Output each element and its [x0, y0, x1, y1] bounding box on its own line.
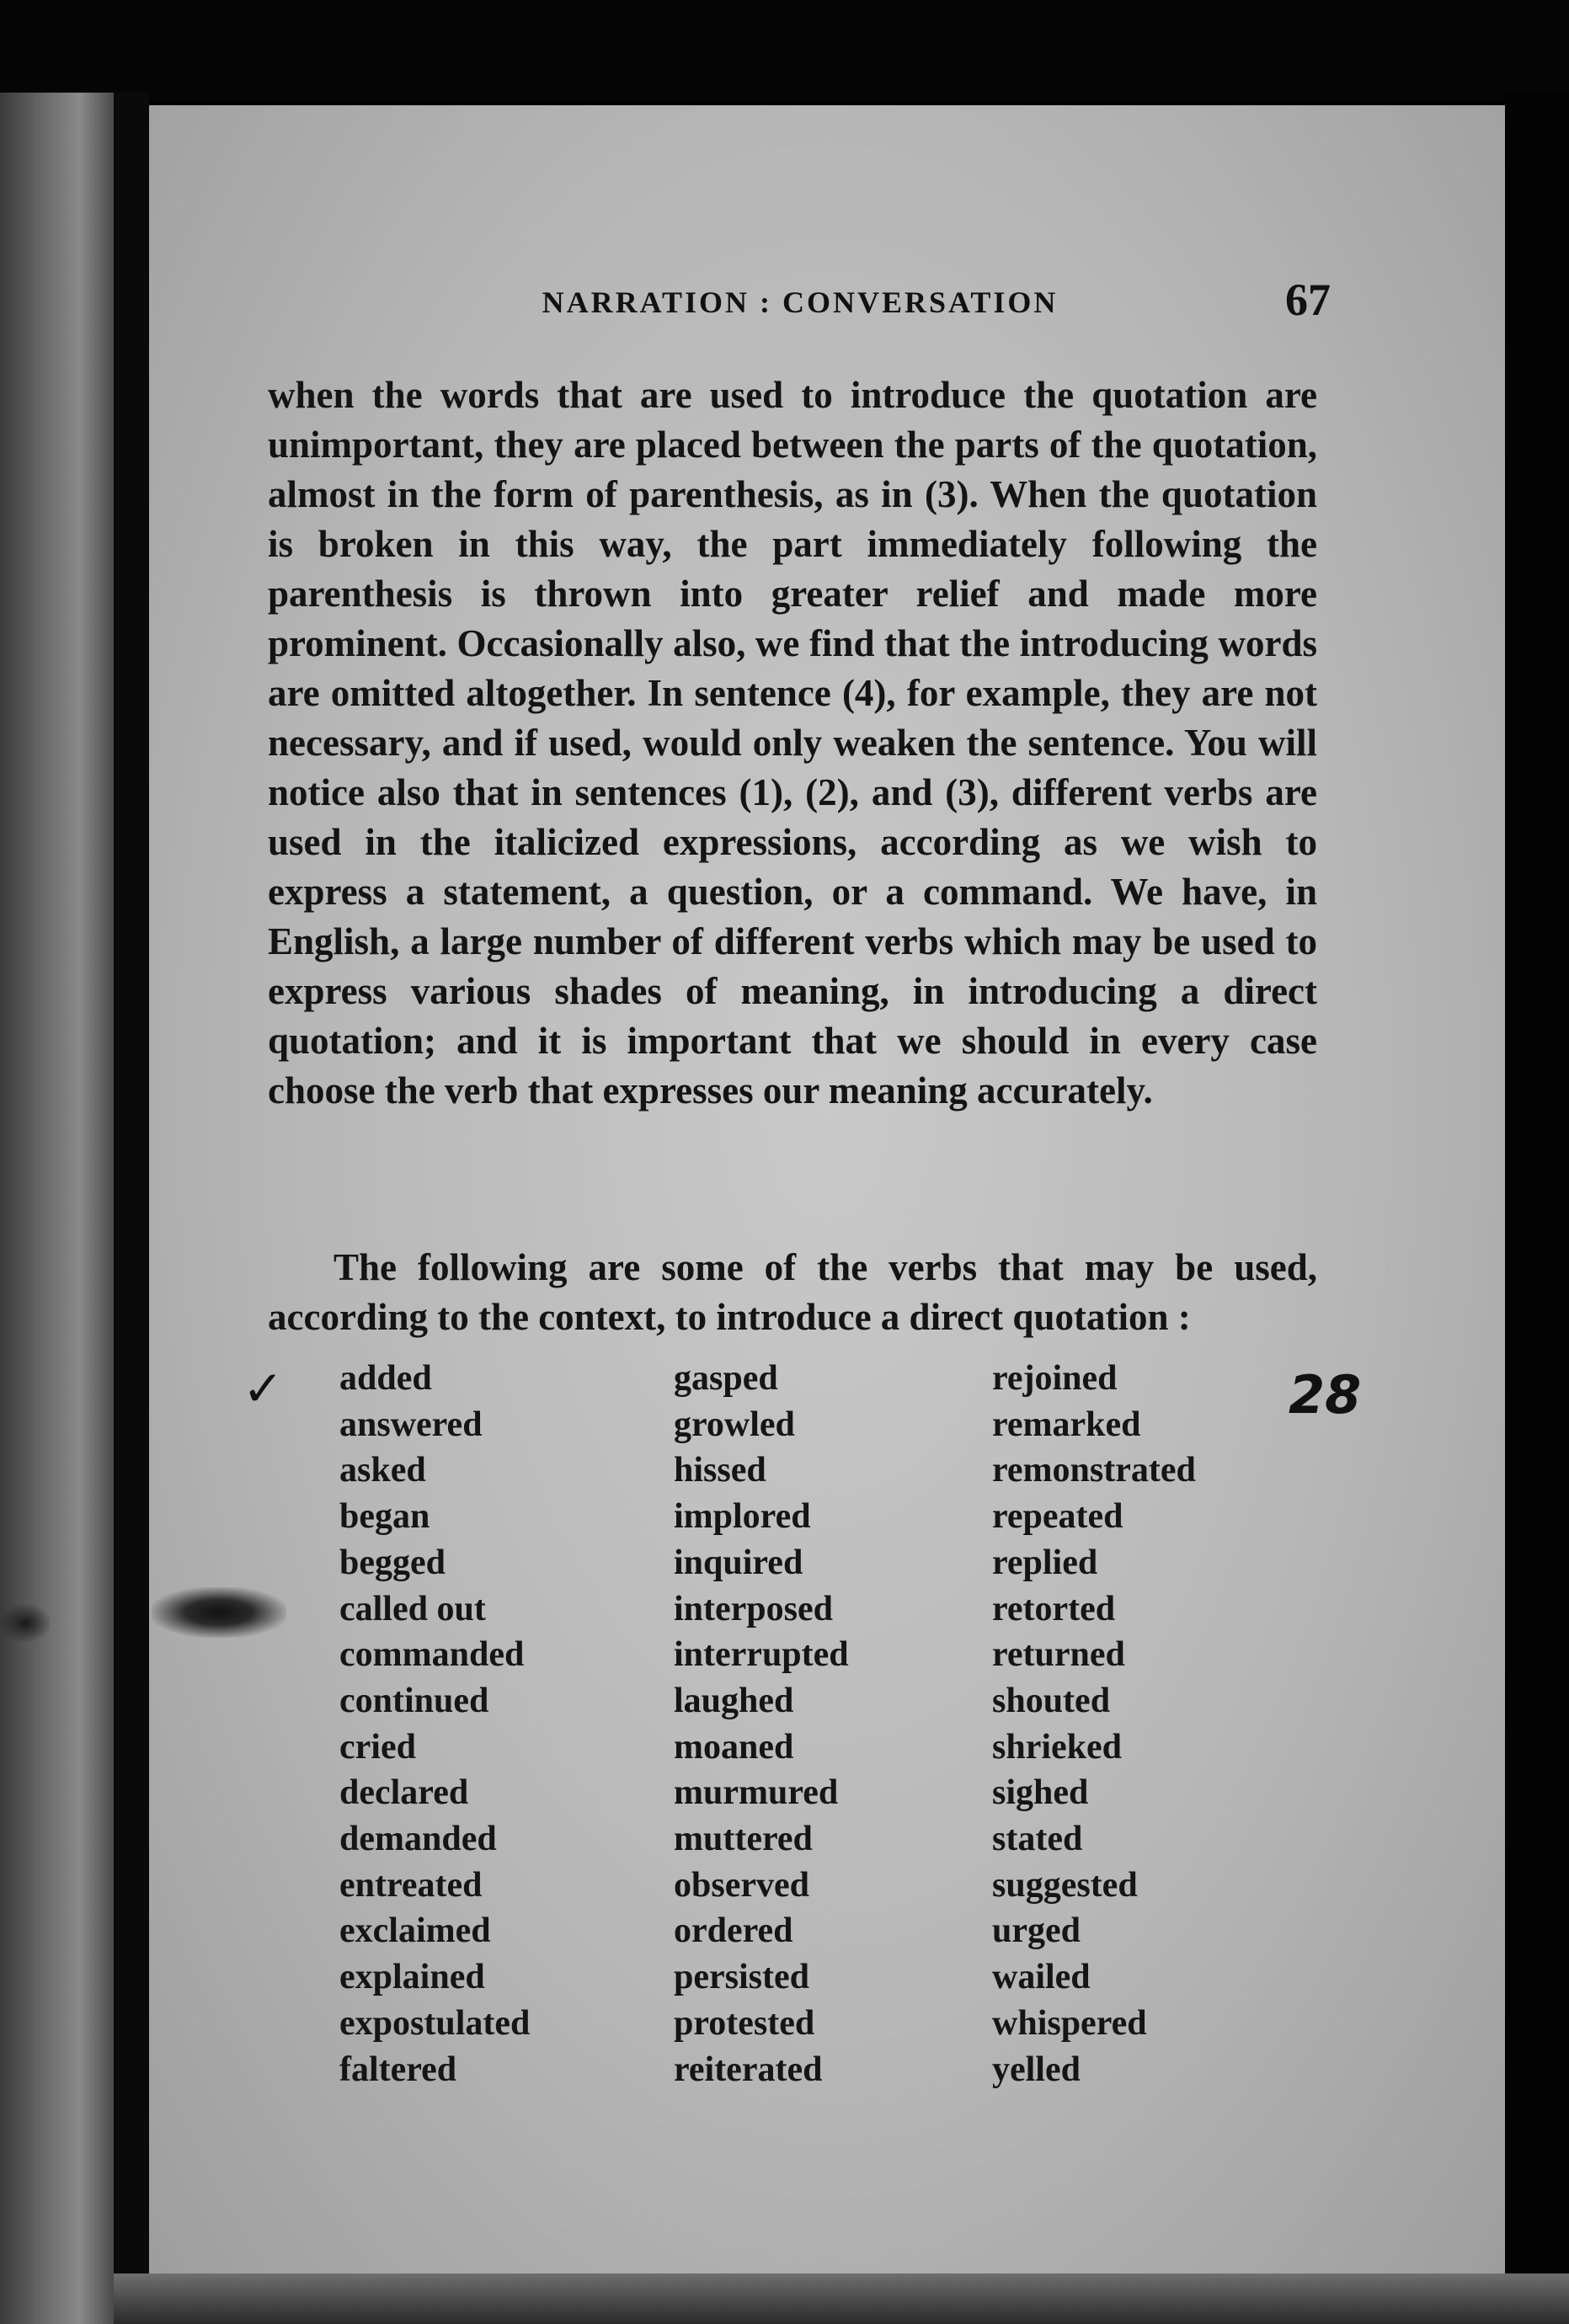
- verb-item: expostulated: [339, 2003, 531, 2043]
- verb-item: yelled: [992, 2049, 1081, 2089]
- handwritten-check-mark: ✓: [243, 1360, 284, 1417]
- verb-item: suggested: [992, 1865, 1138, 1905]
- verb-item: entreated: [339, 1865, 483, 1905]
- scan-top-border: [0, 0, 1569, 101]
- verb-list-intro: The following are some of the verbs that may be used, according to the context, to introduce a direct quotation :: [268, 1246, 1317, 1338]
- verb-item: commanded: [339, 1635, 525, 1675]
- verb-item: continued: [339, 1681, 489, 1720]
- verb-item: begged: [339, 1543, 446, 1582]
- verb-item: stated: [992, 1820, 1083, 1859]
- verb-item: gasped: [674, 1359, 778, 1398]
- verb-item: interrupted: [674, 1635, 849, 1675]
- verb-item: explained: [339, 1958, 485, 1997]
- verb-item: rejoined: [992, 1359, 1118, 1398]
- verb-item: persisted: [674, 1958, 809, 1997]
- running-head: NARRATION : CONVERSATION: [542, 285, 1059, 319]
- verb-item: demanded: [339, 1820, 497, 1859]
- verb-list-column-3: [992, 1356, 1196, 2092]
- verb-list-column-1: [339, 1356, 530, 2092]
- verb-item: hissed: [674, 1451, 766, 1490]
- verb-item: shouted: [992, 1681, 1111, 1720]
- verb-item: added: [339, 1359, 432, 1398]
- verb-item: moaned: [674, 1727, 794, 1767]
- scan-right-border: [1505, 93, 1569, 2324]
- verb-item: remonstrated: [992, 1451, 1196, 1490]
- verb-item: remarked: [992, 1405, 1141, 1444]
- verb-item: protested: [674, 2003, 815, 2043]
- verb-item: wailed: [992, 1958, 1091, 1997]
- verb-item: called out: [339, 1589, 486, 1628]
- verb-item: faltered: [339, 2049, 457, 2089]
- verb-item: returned: [992, 1635, 1125, 1675]
- verb-item: repeated: [992, 1497, 1123, 1537]
- verb-item: retorted: [992, 1589, 1116, 1628]
- paragraph-text: when the words that are used to introduce the quotation are unimportant, they are placed between the parts of the quotation, almost in the form of parenthesis, as in (3). When the quotation is broken in this way, the part immediately following the parenthesis is thrown into greater relief and made more prominent. Occasionally also, we find that the introducing words are omitted altogether. In sentence (4), for example, they are not necessary, and if used, would only weaken the sentence. You will notice also that in sentences (1), (2), and (3), different verbs are used in the italicized expressions, according as we wish to express a statement, a question, or a command. We have, in English, a large number of different verbs which may be used to express various shades of meaning, in introducing a direct quotation; and it is important that we should in every case choose the verb that expresses our meaning accurately.: [268, 374, 1317, 1111]
- verb-item: ordered: [674, 1911, 793, 1951]
- verb-item: urged: [992, 1911, 1081, 1951]
- verb-item: interposed: [674, 1589, 833, 1628]
- ink-smudge-left: [0, 1604, 51, 1642]
- handwritten-number: 28: [1289, 1364, 1362, 1426]
- verb-item: asked: [339, 1451, 426, 1490]
- verb-item: began: [339, 1497, 430, 1537]
- verb-item: declared: [339, 1773, 469, 1813]
- verb-item: muttered: [674, 1820, 813, 1859]
- ink-smudge: [152, 1587, 286, 1638]
- verb-item: sighed: [992, 1773, 1089, 1813]
- facing-page-edge: [0, 93, 114, 2324]
- book-gutter: [114, 93, 149, 2324]
- body-paragraph: [268, 370, 1317, 1116]
- scan-bottom-border: [114, 2273, 1569, 2324]
- verb-item: laughed: [674, 1681, 794, 1720]
- page-number: 67: [1285, 275, 1331, 325]
- verb-list-column-2: [674, 1356, 849, 2092]
- verb-item: observed: [674, 1865, 809, 1905]
- verb-item: whispered: [992, 2003, 1147, 2043]
- verb-item: murmured: [674, 1773, 839, 1813]
- verb-item: reiterated: [674, 2049, 823, 2089]
- verb-item: growled: [674, 1405, 795, 1444]
- verb-item: replied: [992, 1543, 1098, 1582]
- verb-item: answered: [339, 1405, 483, 1444]
- verb-item: implored: [674, 1497, 811, 1537]
- verb-item: exclaimed: [339, 1911, 491, 1951]
- verb-item: cried: [339, 1727, 416, 1767]
- verb-item: shrieked: [992, 1727, 1123, 1767]
- verb-item: inquired: [674, 1543, 803, 1582]
